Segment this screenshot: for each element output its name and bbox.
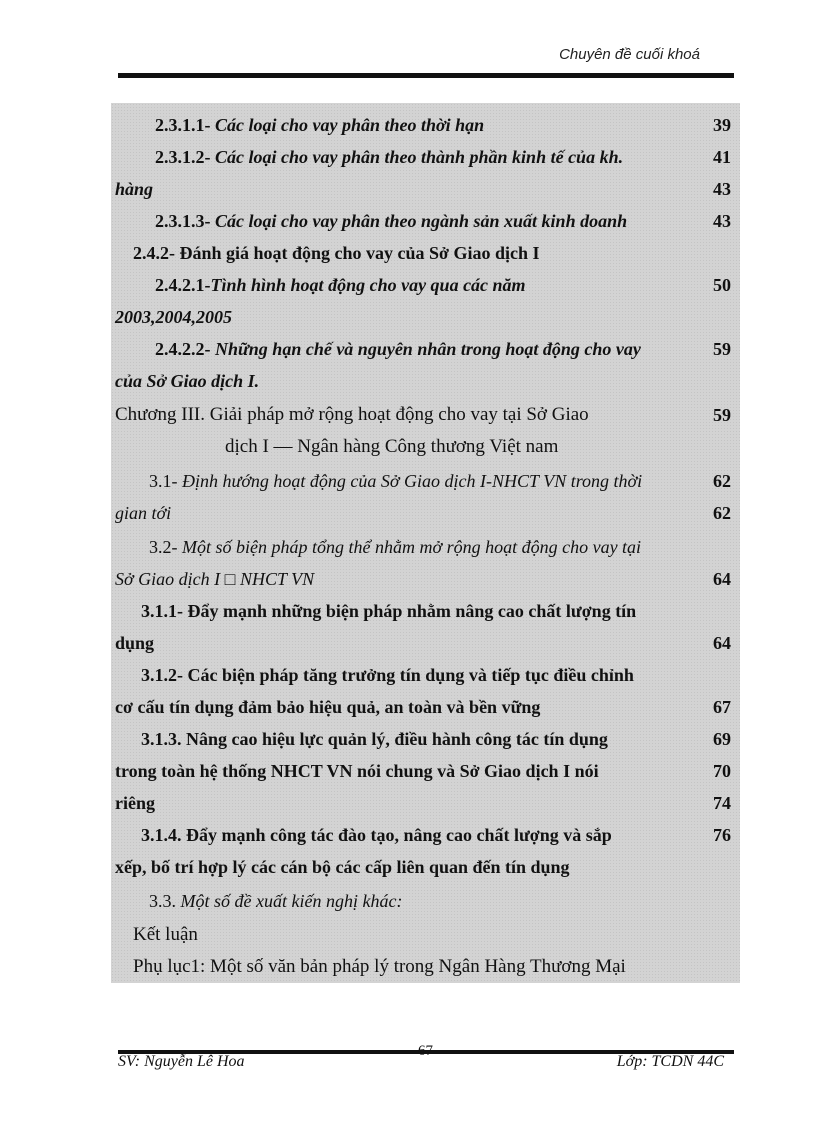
- toc-entry-text: Tình hình hoạt động cho vay qua các năm: [210, 275, 526, 295]
- toc-entry: [111, 627, 740, 659]
- toc-entry-text: dịch I — Ngân hàng Công thương Việt nam: [225, 436, 559, 457]
- toc-entry-number: 3.3.: [149, 891, 181, 911]
- toc-entry: [111, 595, 740, 627]
- toc-entry-page: 62: [713, 503, 731, 523]
- toc-entry-text: dụng: [115, 633, 155, 653]
- toc-entry: [111, 787, 740, 819]
- toc-entry-text: Các loại cho vay phân theo thành phần kinh tế của kh.: [215, 147, 624, 167]
- toc-entry-text: Những hạn chế và nguyên nhân trong hoạt động cho vay: [215, 339, 641, 359]
- toc-entry: [111, 465, 740, 497]
- toc-entry-text: Kết luận: [133, 924, 198, 945]
- toc-entry-number: 2.3.1.1-: [155, 115, 215, 135]
- toc-entry-number: 2.3.1.2-: [155, 147, 215, 167]
- toc-entry: [111, 365, 740, 397]
- toc-entry-text: Các loại cho vay phân theo ngành sản xuất kinh doanh: [215, 211, 628, 231]
- toc-entry-text: 2.4.2- Đánh giá hoạt động cho vay của Sở Giao dịch I: [133, 243, 540, 263]
- toc-entry: [111, 851, 740, 883]
- toc-entry-number: 2.4.2.1-: [155, 275, 211, 295]
- toc-entry-text: Sở Giao dịch I □ NHCT VN: [115, 569, 315, 589]
- toc-entry-page: 59: [713, 405, 731, 425]
- toc-entry-text: Định hướng hoạt động của Sở Giao dịch I-NHCT VN trong thời: [182, 471, 643, 491]
- toc-entry-text: xếp, bố trí hợp lý các cán bộ các cấp liên quan đến tín dụng: [115, 857, 570, 877]
- toc-entry-text: Một số đề xuất kiến nghị khác:: [180, 891, 403, 911]
- toc-entry: [111, 659, 740, 691]
- toc-entry: [111, 755, 740, 787]
- toc-entry: [111, 301, 740, 333]
- toc-entry-text: Một số biện pháp tổng thể nhằm mở rộng hoạt động cho vay tại: [182, 537, 642, 557]
- toc-entry-page: 62: [713, 471, 731, 491]
- toc-entry-text: Chương III. Giải pháp mở rộng hoạt động cho vay tại Sở Giao: [115, 404, 589, 425]
- toc-chapter-heading-continued: [111, 431, 740, 463]
- toc-entry-text: trong toàn hệ thống NHCT VN nói chung và Sở Giao dịch I nói: [115, 761, 599, 781]
- toc-entry-text: hàng: [115, 179, 154, 199]
- toc-entry-page: 70: [713, 761, 731, 781]
- toc-entry-text: 3.1.1- Đẩy mạnh những biện pháp nhằm nâng cao chất lượng tín: [141, 601, 637, 621]
- toc-entry: [111, 819, 740, 851]
- toc-entry-page: 43: [713, 211, 731, 231]
- toc-entry-page: 67: [713, 697, 731, 717]
- toc-entry-text: cơ cấu tín dụng đảm bảo hiệu quả, an toàn và bền vững: [115, 697, 541, 717]
- footer-class: Lớp: TCDN 44C: [616, 1053, 724, 1070]
- toc-entry-text: Các loại cho vay phân theo thời hạn: [215, 115, 485, 135]
- toc-entry-page: 50: [713, 275, 731, 295]
- toc-entry-page: 39: [713, 115, 731, 135]
- toc-entry: [111, 919, 740, 951]
- toc-entry-page: 76: [713, 825, 731, 845]
- toc-entry-page: 43: [713, 179, 731, 199]
- toc-entry-text: 3.1.3. Nâng cao hiệu lực quản lý, điều hành công tác tín dụng: [141, 729, 608, 749]
- toc-entry: [111, 141, 740, 173]
- toc-chapter-heading: [111, 399, 740, 431]
- toc-entry: [111, 723, 740, 755]
- toc-entry: [111, 951, 740, 983]
- toc-entry-text: 3.1.4. Đẩy mạnh công tác đào tạo, nâng cao chất lượng và sắp: [141, 825, 612, 845]
- toc-entry: [111, 563, 740, 595]
- toc-entry-text: Phụ lục1: Một số văn bản pháp lý trong Ngân Hàng Thương Mại: [133, 956, 626, 977]
- toc-entry: [111, 205, 740, 237]
- header-rule: [118, 73, 734, 78]
- toc-entry-text: riêng: [115, 793, 155, 813]
- table-of-contents: [111, 103, 740, 983]
- toc-entry-page: 59: [713, 339, 731, 359]
- toc-entry-number: 3.2-: [149, 537, 182, 557]
- footer-student-name: SV: Nguyễn Lê Hoa: [118, 1053, 245, 1070]
- toc-entry-number: 2.3.1.3-: [155, 211, 215, 231]
- toc-entry: [111, 109, 740, 141]
- toc-entry-page: 74: [713, 793, 731, 813]
- toc-entry-page: 64: [713, 633, 731, 653]
- toc-entry: [111, 173, 740, 205]
- toc-entry: [111, 269, 740, 301]
- footer-page-number: 67: [418, 1043, 433, 1059]
- toc-entry: [111, 497, 740, 529]
- toc-entry-text: 2003,2004,2005: [115, 307, 232, 327]
- toc-entry: [111, 885, 740, 917]
- toc-entry-text: 3.1.2- Các biện pháp tăng trưởng tín dụng và tiếp tục điều chỉnh: [141, 665, 634, 685]
- toc-entry-page: 41: [713, 147, 731, 167]
- toc-entry-text: của Sở Giao dịch I.: [115, 371, 260, 391]
- toc-entry-text: gian tới: [115, 503, 172, 523]
- toc-entry-number: 3.1-: [149, 471, 182, 491]
- toc-entry-page: 69: [713, 729, 731, 749]
- toc-entry: [111, 333, 740, 365]
- toc-entry-number: 2.4.2.2-: [155, 339, 215, 359]
- toc-entry: [111, 691, 740, 723]
- toc-entry: [111, 531, 740, 563]
- header-title: Chuyên đề cuối khoá: [559, 46, 700, 63]
- toc-entry-page: 64: [713, 569, 731, 589]
- toc-entry: [111, 237, 740, 269]
